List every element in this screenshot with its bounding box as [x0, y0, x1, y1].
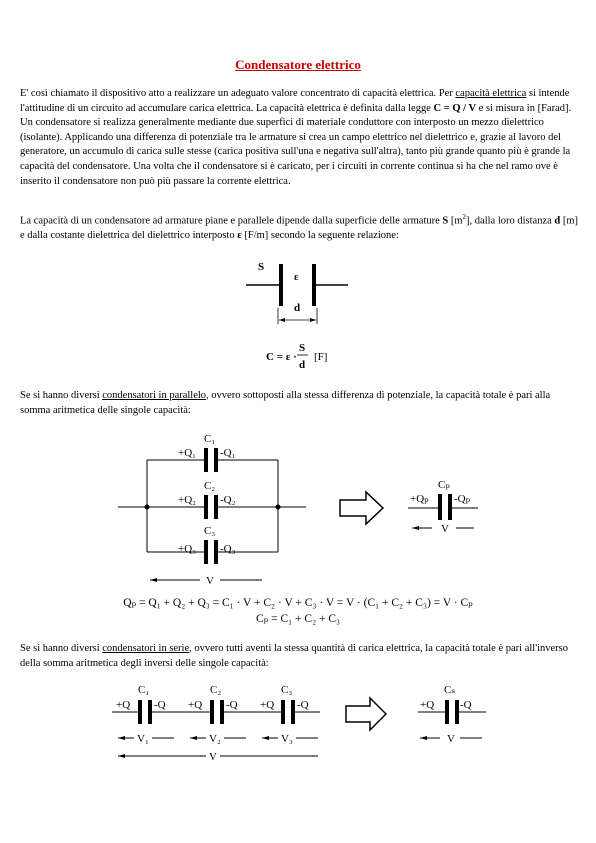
series-vs-label: V [447, 733, 455, 745]
series-v-label: V [209, 751, 217, 763]
fig-epsilon-label: ε [294, 271, 299, 283]
parallel-link[interactable]: condensatori in parallelo [102, 390, 207, 401]
series-paragraph [20, 642, 580, 671]
series-qs-plus: +Q [420, 699, 435, 711]
series-q2-plus: +Q [188, 699, 203, 711]
qp-plus-label: +Qₚ [410, 493, 429, 505]
series-q1-minus: -Q [154, 699, 166, 711]
fig-s-label: S [258, 261, 265, 273]
q1-minus-label: -Q₁ [220, 447, 236, 459]
series-v1-label: V₁ [137, 733, 149, 745]
capacita-elettrica-link[interactable]: capacità elettrica [455, 88, 527, 99]
v-label: V [206, 575, 214, 587]
series-text-2: , ovvero tutti aventi la stessa quantità di carica elettrica, la capacità totale è pari all'inverso della somma aritmetica degli inversi delle singole capacità: [20, 643, 568, 669]
series-text-1: Se si hanno diversi [20, 643, 103, 654]
plane-text-3: ], dalla loro distanza [466, 215, 555, 227]
formula-left: C = ε · [266, 351, 297, 363]
equivalence-arrow-icon [340, 492, 383, 524]
series-qs-minus: -Q [460, 699, 472, 711]
page-title: Condensatore elettrico [235, 57, 361, 72]
formula-denominator: d [299, 359, 306, 370]
parallel-equation-1: Qₚ = Q₁ + Q₂ + Q₃ = C₁ · V + C₂ · V + C₃ · V = V · (C₁ + C₂ + C₃) = V · Cₚ [123, 597, 473, 609]
plane-capacitor-diagram [0, 250, 596, 370]
series-c2-label: C₂ [210, 684, 222, 696]
square-exponent: 2 [462, 213, 467, 221]
series-q2-minus: -Q [226, 699, 238, 711]
series-cs-label: Cₛ [444, 684, 456, 696]
c2-label: C₂ [204, 480, 216, 492]
cp-label: Cₚ [438, 479, 450, 491]
q3-minus-label: -Q₃ [220, 543, 236, 555]
plane-text-2: [m [448, 215, 463, 227]
capacity-law: C = Q / V [433, 102, 477, 114]
plane-text-4: [m] e dalla costante dielettrica del dielettrico interposto [20, 215, 579, 242]
qp-minus-label: -Qₚ [454, 493, 471, 505]
parallel-text-1: Se si hanno diversi [20, 390, 103, 401]
plane-text-1: La capacità di un condensatore ad armature piane e parallele dipende dalla superficie delle armature [20, 215, 443, 227]
c1-label: C₁ [204, 433, 216, 445]
series-c3-label: C₃ [281, 684, 293, 696]
fig-d-label: d [294, 302, 301, 314]
intro-text-3: e si misura in [Farad]. Un condensatore si realizza generalmente mediante due superfici di materiale conduttore con interposto un mezzo dielettrico (isolante). Applicando una differenza di potenziale tra le armature si crea un campo elettrico nel dielettrico e, grazie al lavoro del generatore, un accumulo di carica sulle stesse (carica positiva sull'una e negativa sull'altra), tanto più grande quanto più è grande la capacità del condensatore. Una volta che il condensatore si è caricato, per i circuiti in corrente continua si ha che nel ramo ove è inserito il condensatore non può più passare la corrente elettrica. [20, 102, 572, 187]
q1-plus-label: +Q₁ [178, 447, 196, 459]
series-link[interactable]: condensatori in serie [102, 643, 190, 654]
distance-symbol: d [554, 215, 561, 227]
parallel-text-2: , ovvero sottoposti alla stessa differenza di potenziale, la capacità totale è pari alla somma aritmetica delle singole capacità: [20, 390, 551, 416]
formula-unit: [F] [314, 351, 328, 363]
series-q1-plus: +Q [116, 699, 131, 711]
plane-text-5: [F/m] secondo la seguente relazione: [241, 230, 399, 242]
parallel-circuit-diagram [0, 428, 596, 628]
plane-capacitor-paragraph [20, 210, 580, 244]
intro-text-2: si intende l'attitudine di un circuito ad accumulare carica elettrica. La capacità elettrica è definita dalla legge [20, 88, 570, 114]
q3-plus-label: +Q₃ [178, 543, 196, 555]
parallel-equation-2: Cₚ = C₁ + C₂ + C₃ [255, 613, 341, 625]
series-c1-label: C₁ [138, 684, 150, 696]
surface-symbol: S [442, 215, 449, 227]
q2-minus-label: -Q₂ [220, 494, 236, 506]
intro-text-1: E' così chiamato il dispositivo atto a realizzare un adeguato valore concentrato di capacità elettrica. Per [20, 88, 456, 99]
intro-paragraph [20, 87, 580, 189]
parallel-paragraph [20, 389, 580, 418]
series-circuit-diagram [0, 680, 596, 770]
vp-label: V [441, 523, 449, 535]
q2-plus-label: +Q₂ [178, 494, 196, 506]
c3-label: C₃ [204, 525, 216, 537]
formula-numerator: S [299, 342, 306, 354]
series-q3-plus: +Q [260, 699, 275, 711]
series-v3-label: V₃ [281, 733, 293, 745]
series-v2-label: V₂ [209, 733, 221, 745]
series-equivalence-arrow-icon [346, 698, 386, 730]
epsilon-symbol: ε [237, 230, 242, 242]
series-q3-minus: -Q [297, 699, 309, 711]
